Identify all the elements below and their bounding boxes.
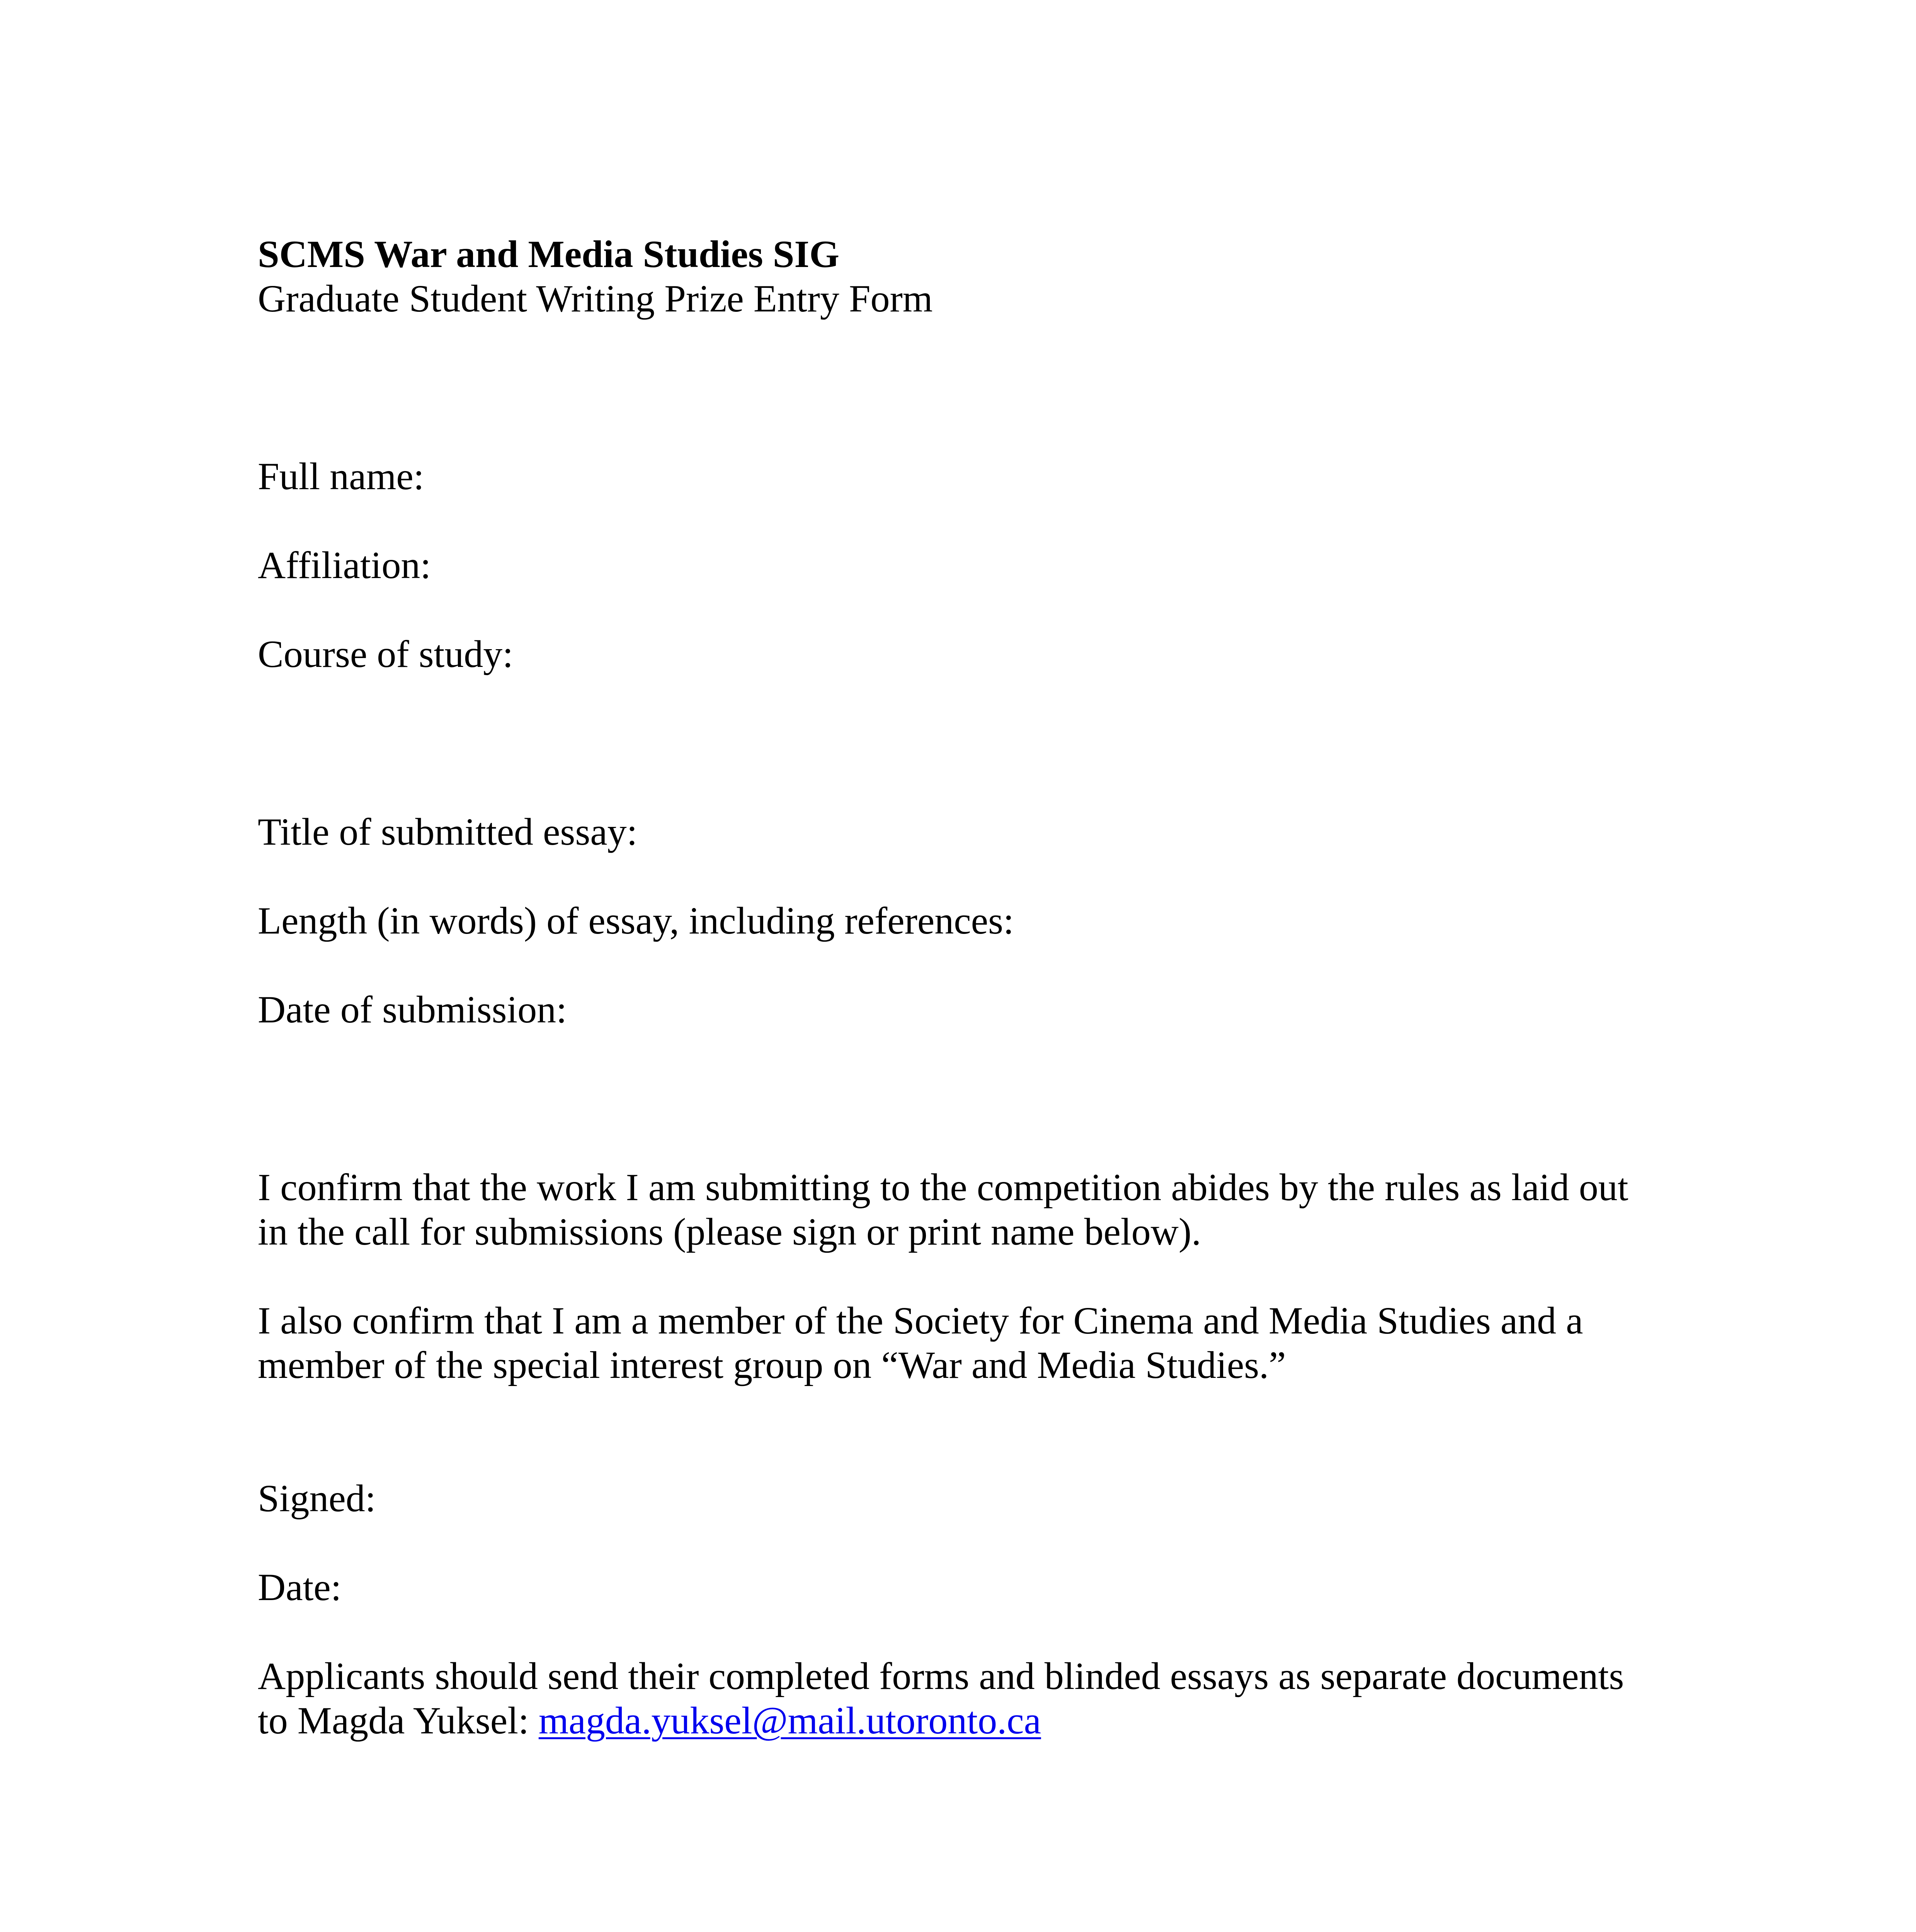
form-title: SCMS War and Media Studies SIG [258,233,840,276]
submission-instructions [258,1654,1672,1743]
field-essay-length-label: Length (in words) of essay, including references: [258,899,1014,942]
field-course-of-study-label: Course of study: [258,633,514,675]
field-essay-title-label: Title of submitted essay: [258,810,638,853]
rules-declaration-line-1: I confirm that the work I am submitting to the competition abides by the rules as laid out [258,1166,1628,1209]
rules-declaration [258,1165,1672,1254]
field-submission-date-label: Date of submission: [258,988,567,1031]
membership-declaration-line-2: member of the special interest group on “War and Media Studies.” [258,1344,1286,1386]
field-signed-label: Signed: [258,1477,376,1520]
field-full-name-label: Full name: [258,455,424,498]
membership-declaration-line-1: I also confirm that I am a member of the Society for Cinema and Media Studies and a [258,1299,1583,1342]
field-affiliation-label: Affiliation: [258,544,431,587]
form-content [258,232,1672,1743]
instructions-line-2-prefix: to Magda Yuksel: [258,1699,539,1742]
instructions-line-1: Applicants should send their completed forms and blinded essays as separate documents [258,1655,1624,1697]
form-subtitle: Graduate Student Writing Prize Entry Form [258,277,933,320]
contact-email-link[interactable]: magda.yuksel@mail.utoronto.ca [538,1699,1041,1742]
membership-declaration [258,1298,1672,1387]
field-date-label: Date: [258,1566,342,1609]
rules-declaration-line-2: in the call for submissions (please sign or print name below). [258,1210,1201,1253]
